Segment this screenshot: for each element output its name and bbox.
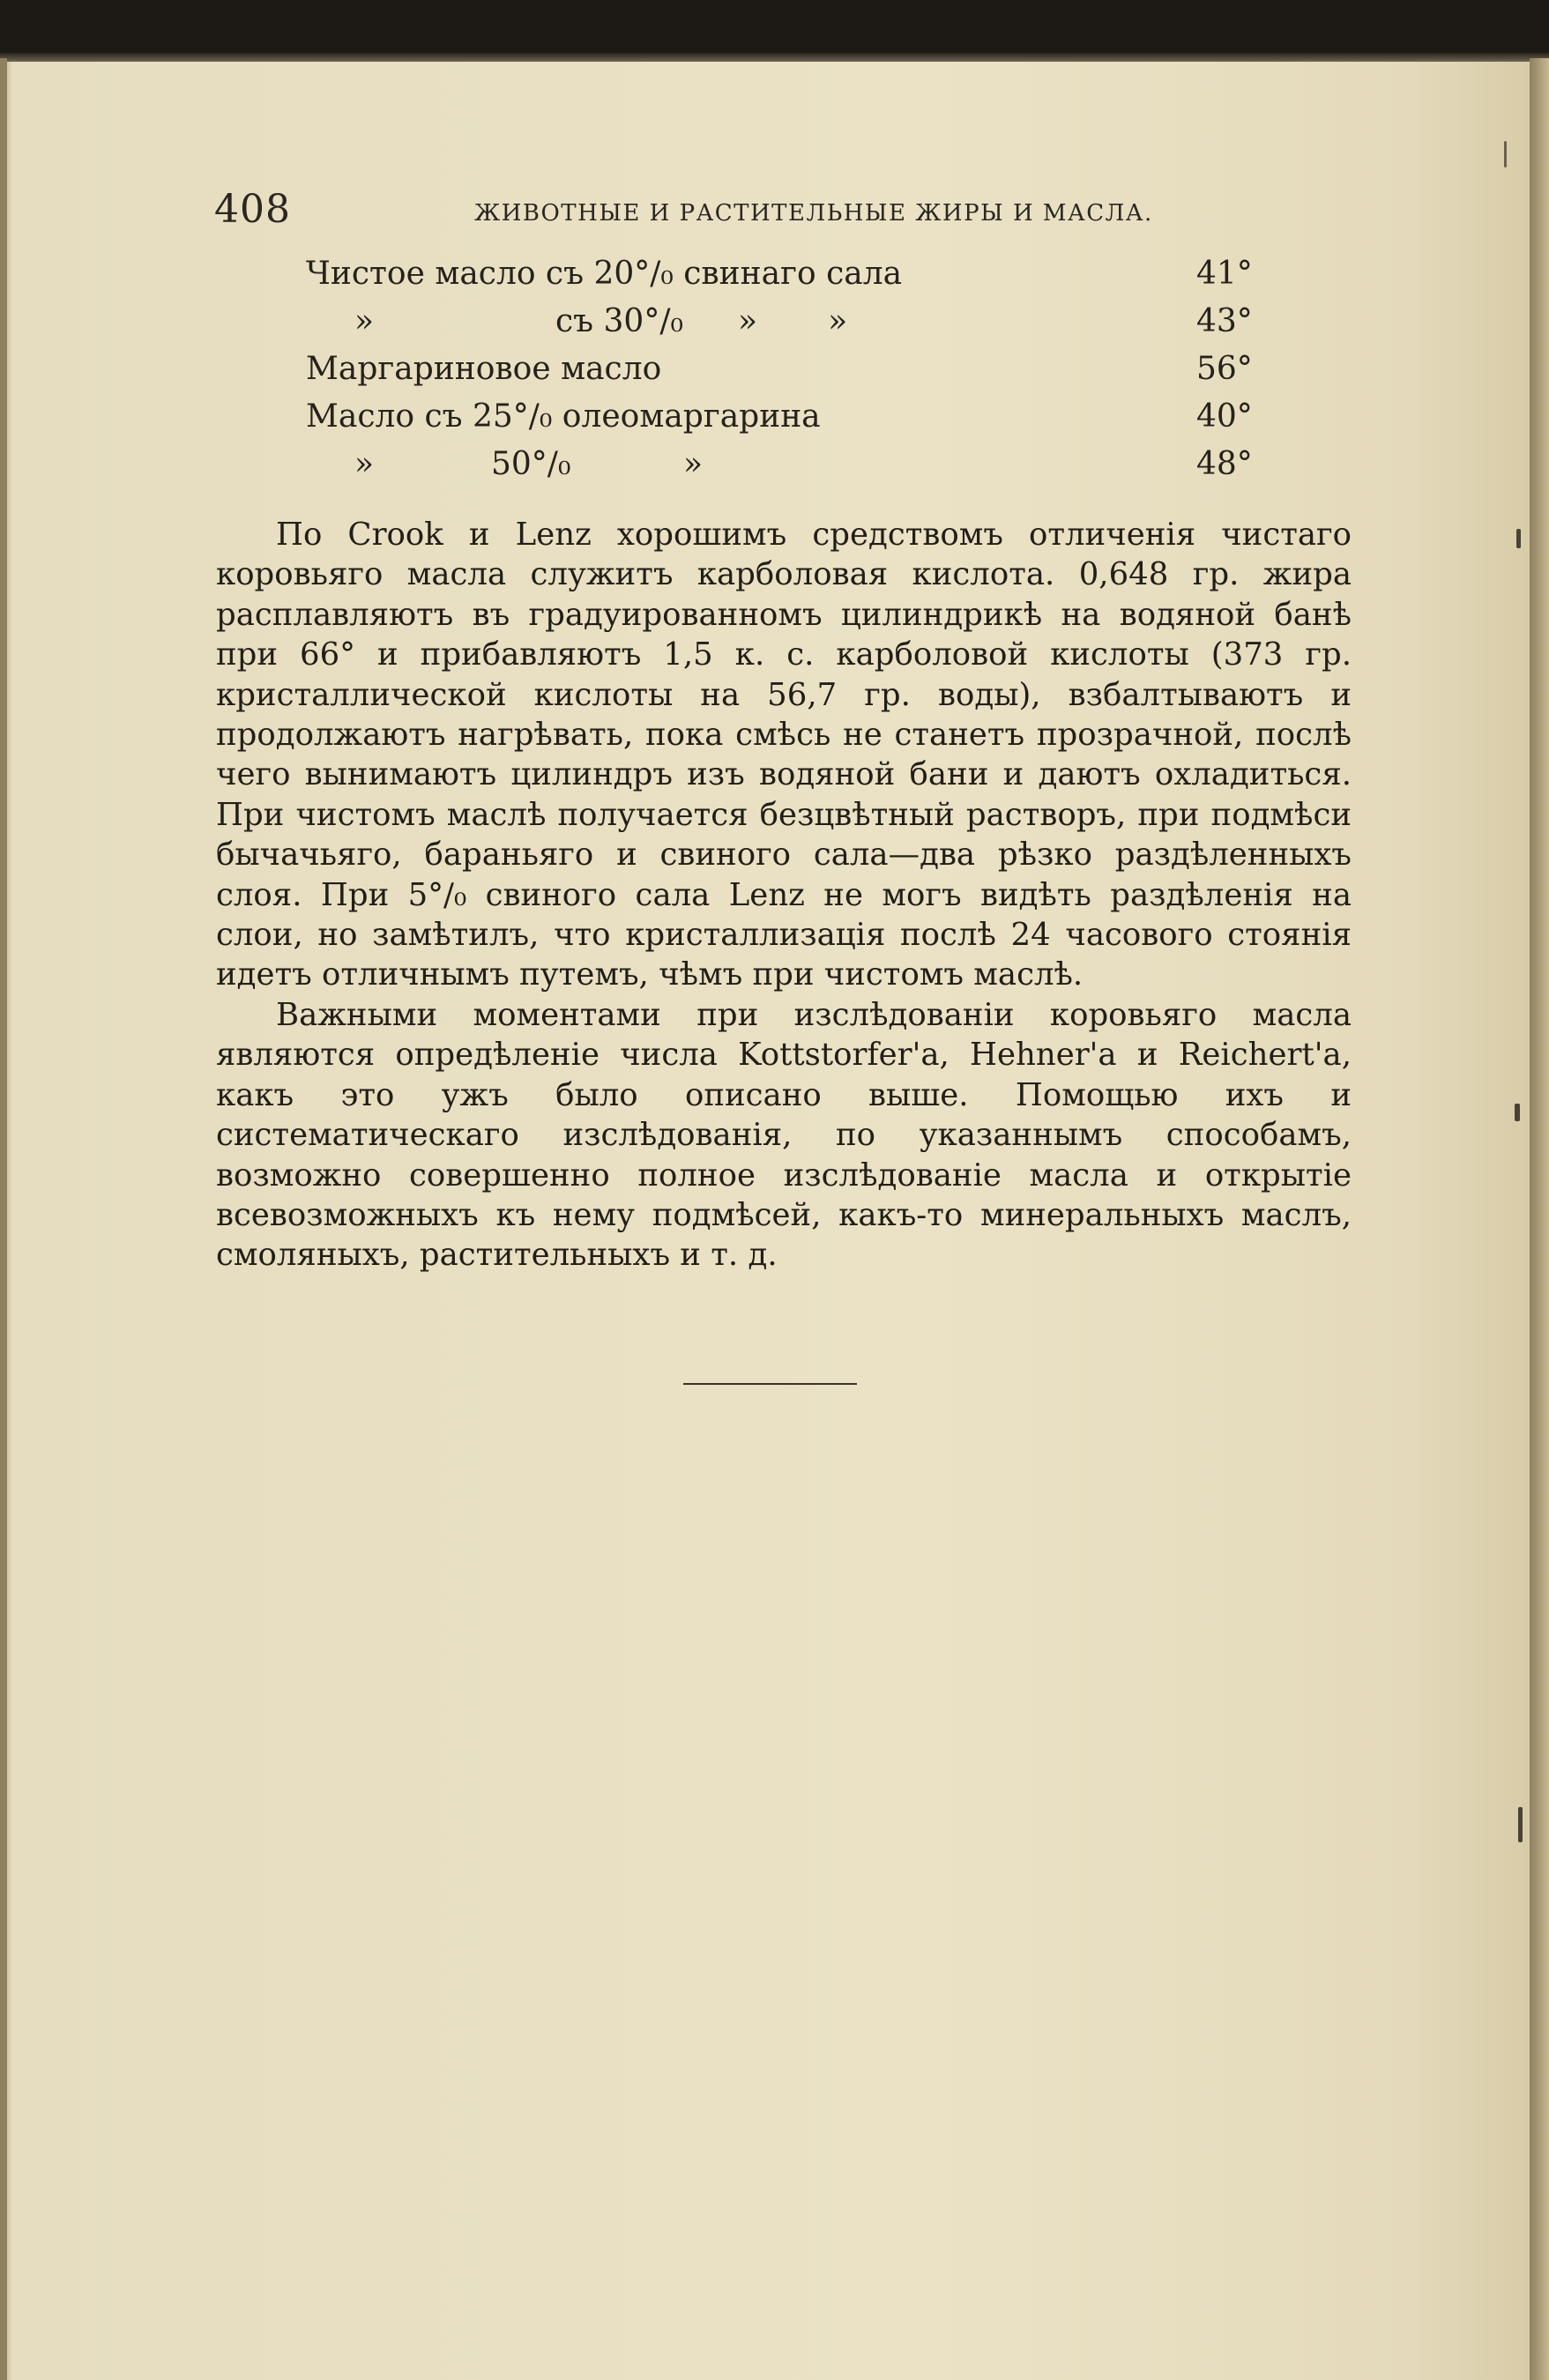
row-value: 40°	[1196, 398, 1253, 435]
ditto-mark: »	[354, 303, 375, 339]
row-percent: съ 30°/₀	[555, 303, 683, 339]
table-row	[306, 446, 1267, 494]
margin-mark	[1515, 1104, 1520, 1121]
row-value: 41°	[1196, 256, 1253, 292]
table-row	[306, 256, 1267, 303]
bleed-through-text	[1261, 1269, 1292, 1312]
page-top-edge	[0, 53, 1549, 62]
margin-mark	[1504, 141, 1507, 167]
margin-mark	[1516, 529, 1521, 548]
right-page-edge	[1530, 58, 1549, 2380]
left-page-edge	[0, 58, 7, 2380]
running-head: ЖИВОТНЫЕ И РАСТИТЕЛЬНЫЕ ЖИРЫ И МАСЛА.	[474, 200, 1153, 227]
scan-top-band	[0, 0, 1549, 60]
melting-point-table	[306, 256, 1267, 494]
row-value: 43°	[1196, 303, 1253, 339]
page-number: 408	[214, 187, 291, 232]
margin-mark	[1518, 1807, 1523, 1842]
paragraph: По Crook и Lenz хорошимъ средствомъ отличенія чистаго коровьяго масла служитъ карболовая кислота. 0,648 гр. жира расплавляютъ въ градуированномъ цилиндрикѣ на водяной банѣ при 66° и прибавляютъ 1,5 к. с. карболовой кислоты (373 гр. кристаллической кислоты на 56,7 гр. воды), взбалтываютъ и продолжаютъ нагрѣвать, пока смѣсь не станетъ прозрачной, послѣ чего вынимаютъ цилиндръ изъ водяной бани и даютъ охладиться. При чистомъ маслѣ получается безцвѣтный растворъ, при подмѣси бычачьяго, бараньяго и свиного сала—два рѣзко раздѣленныхъ слоя. При 5°/₀ свиного сала Lenz не могъ видѣть раздѣленія на слои, но замѣтилъ, что кристаллизація послѣ 24 часового стоянія идетъ отличнымъ путемъ, чѣмъ при чистомъ маслѣ.	[216, 517, 1352, 993]
row-label: Чистое масло съ 20°/₀ свинаго сала	[306, 256, 903, 292]
row-value: 56°	[1196, 351, 1253, 387]
row-label: Масло съ 25°/₀ олеомаргарина	[306, 398, 821, 435]
row-value: 48°	[1196, 446, 1253, 482]
page-header	[214, 187, 1343, 240]
ditto-mark: »	[354, 446, 375, 482]
ditto-marks: » »	[738, 303, 848, 339]
ditto-marks: »	[683, 446, 704, 482]
section-end-rule	[683, 1383, 857, 1385]
body-text	[216, 515, 1352, 1276]
table-row	[306, 398, 1267, 446]
table-row	[306, 303, 1267, 351]
table-row	[306, 351, 1267, 398]
row-label: Маргариновое масло	[306, 351, 662, 387]
paragraph: Важными моментами при изслѣдованіи коровьяго масла являются опредѣленіе числа Kottstorfer'а, Hehner'а и Reichert'а, какъ это ужъ было описано выше. Помощью ихъ и систематическаго изслѣдованія, по указаннымъ способамъ, возможно совершенно полное изслѣдованіе масла и открытіе всевозможныхъ къ нему подмѣсей, какъ-то минеральныхъ маслъ, смоляныхъ, растительныхъ и т. д.	[216, 996, 1352, 1274]
row-percent: 50°/₀	[491, 446, 571, 482]
